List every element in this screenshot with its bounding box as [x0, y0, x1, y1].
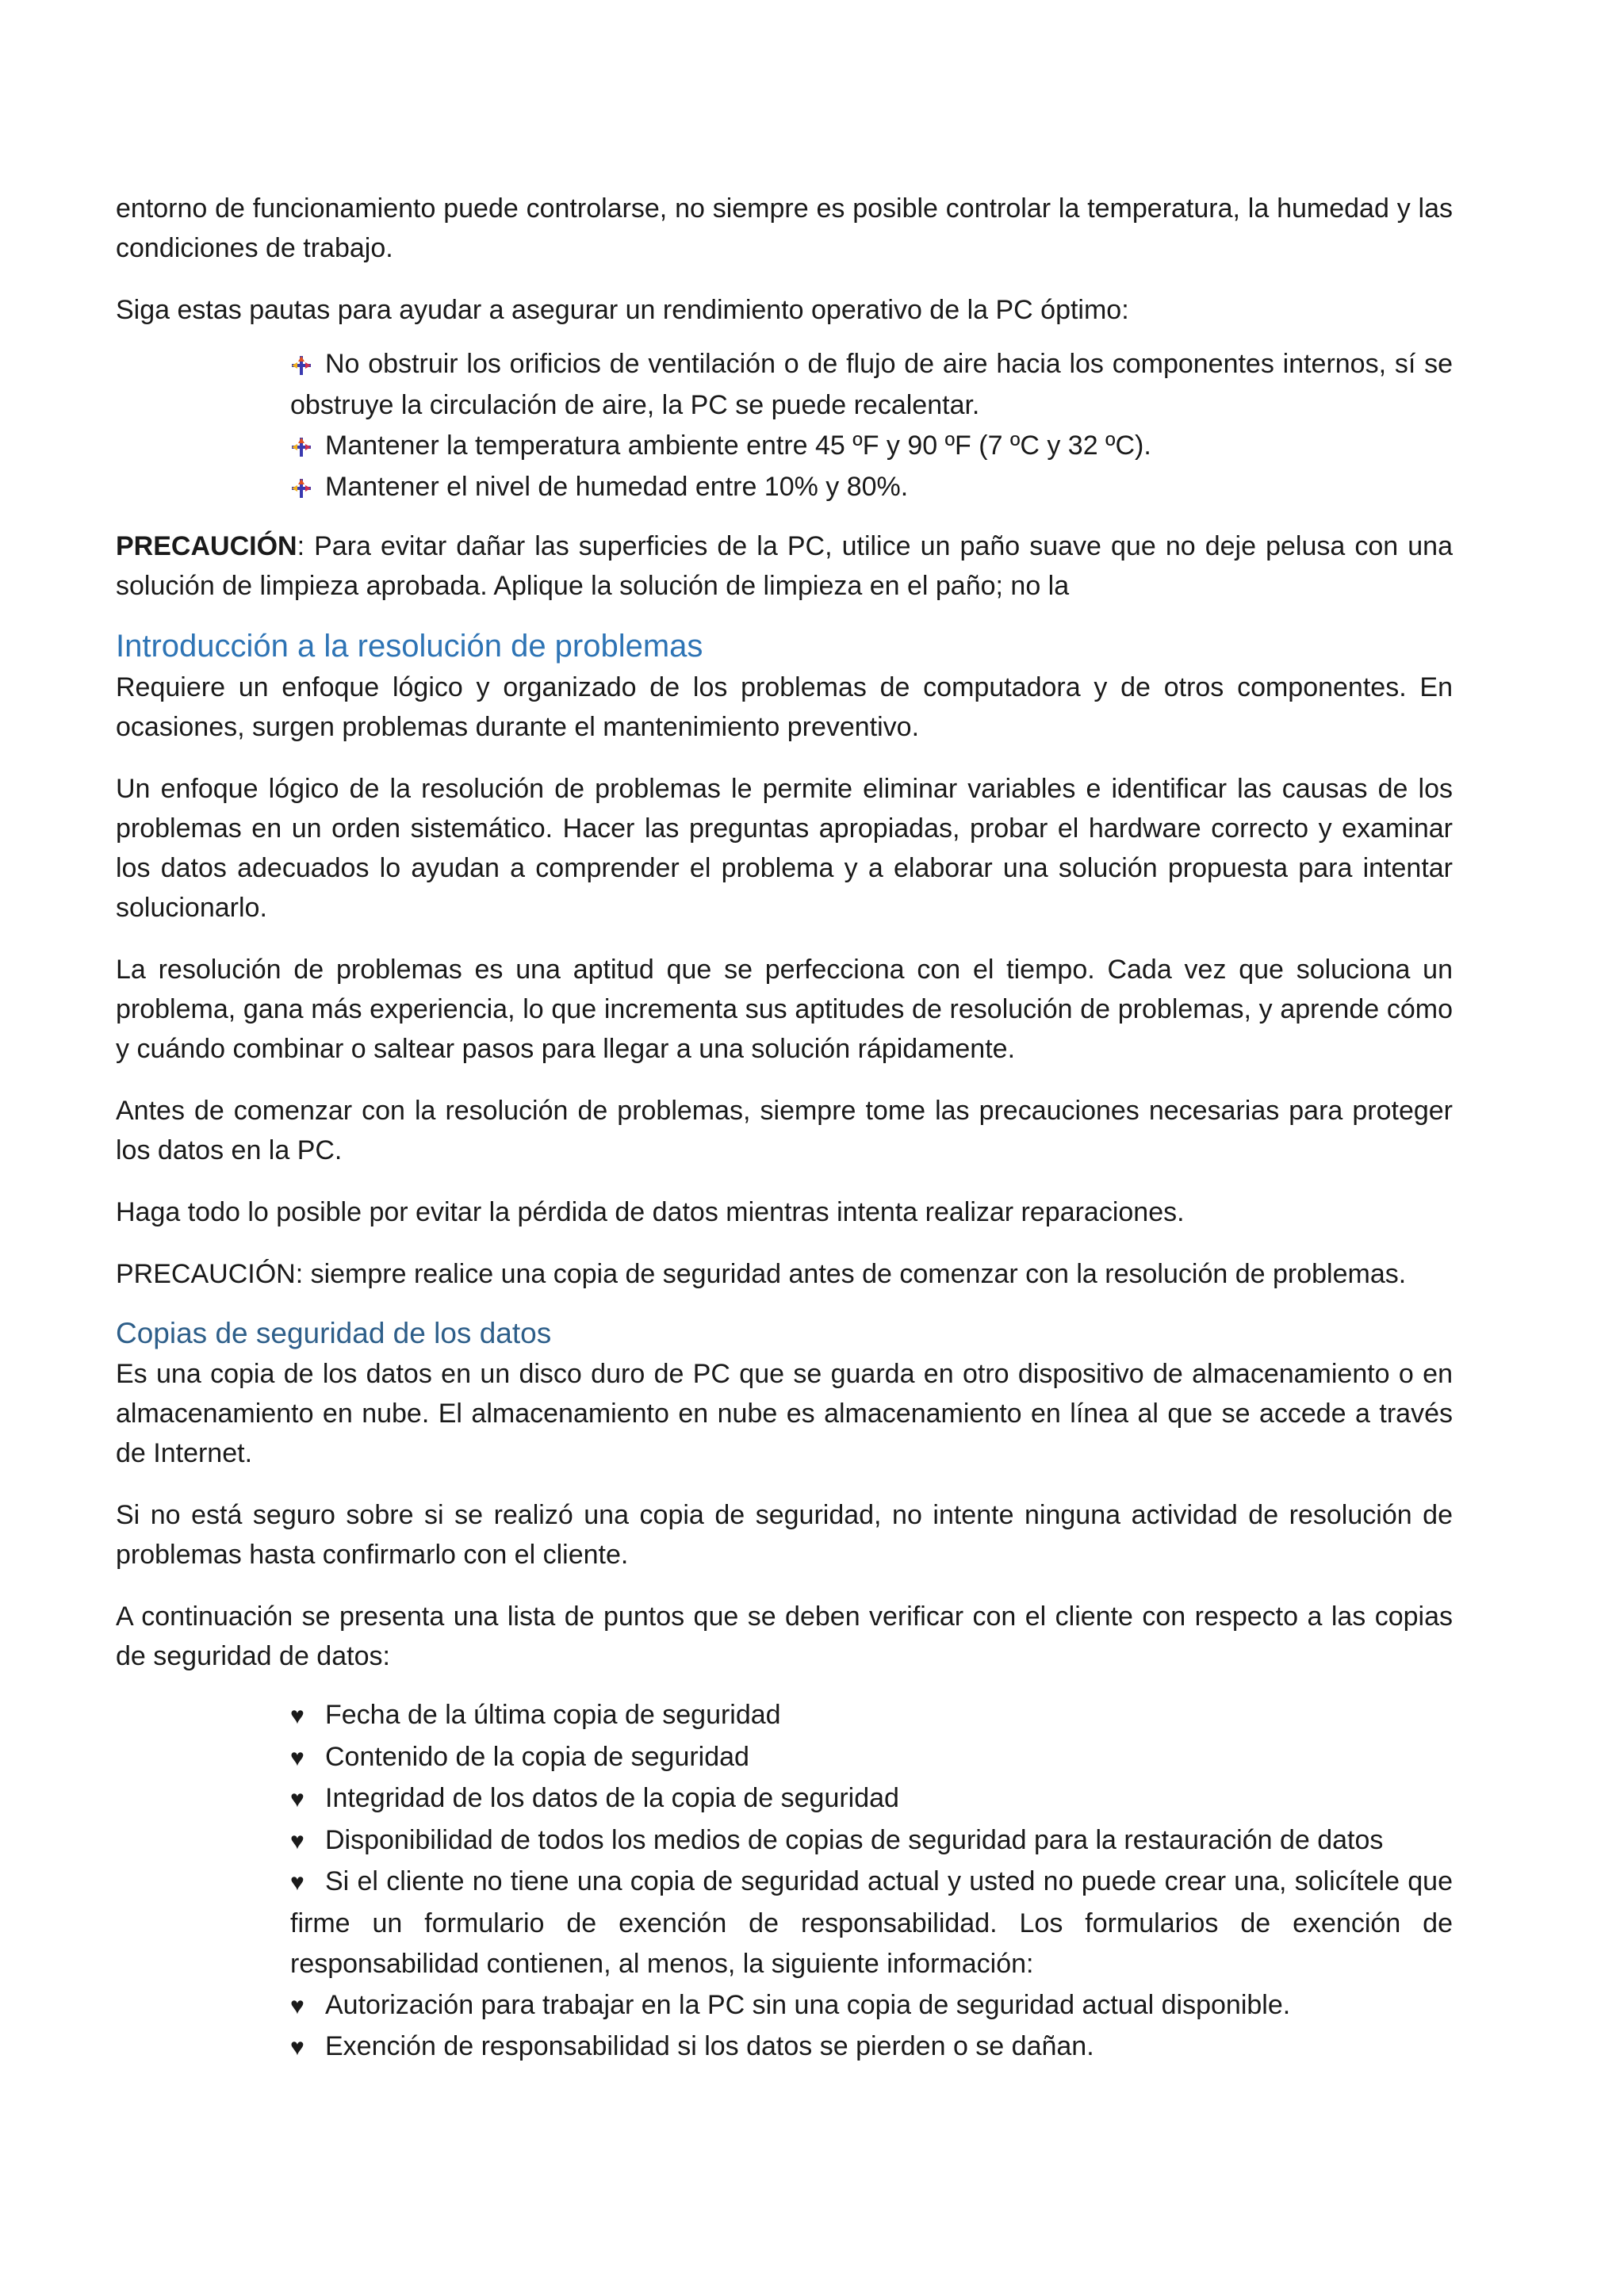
list-item — [290, 1985, 1453, 2027]
backups-paragraph-2: Si no está seguro sobre si se realizó una copia de seguridad, no intente ninguna actividad de resolución de problemas hasta confirmarlo con el cliente. — [116, 1500, 1453, 1570]
list-item — [290, 426, 1453, 467]
heart-icon: ♥ — [290, 1703, 304, 1729]
checklist-text: Exención de responsabilidad si los datos se pierden o se dañan. — [325, 2031, 1094, 2061]
checklist-text: Fecha de la última copia de seguridad — [325, 1700, 781, 1730]
intro-paragraph-2: Siga estas pautas para ayudar a asegurar un rendimiento operativo de la PC óptimo: — [116, 295, 1129, 325]
troubleshooting-paragraph-5: Haga todo lo posible por evitar la pérdida de datos mientras intenta realizar reparaciones. — [116, 1197, 1185, 1227]
checklist-text: Autorización para trabajar en la PC sin una copia de seguridad actual disponible. — [325, 1989, 1291, 2020]
list-item — [290, 2026, 1453, 2068]
backups-paragraph-1: Es una copia de los datos en un disco duro de PC que se guarda en otro dispositivo de almacenamiento o en almacenamiento en nube. El almacenamiento en nube es almacenamiento en línea al que se accede a través de Internet. — [116, 1359, 1453, 1468]
section-heading-backups: Copias de seguridad de los datos — [116, 1317, 552, 1349]
heart-icon: ♥ — [290, 1992, 304, 2019]
checklist-text: Si el cliente no tiene una copia de seguridad actual y usted no puede crear una, solicítele que firme un formulario de exención de responsabilidad. Los formularios de exención de responsabilidad contienen, al menos, la siguiente información: — [290, 1866, 1453, 1979]
backup-checklist — [290, 1695, 1453, 2068]
backups-paragraph-3: A continuación se presenta una lista de puntos que se deben verificar con el cliente con respecto a las copias de seguridad de datos: — [116, 1601, 1453, 1671]
caution-text: : Para evitar dañar las superficies de la PC, utilice un paño suave que no deje pelusa con una solución de limpieza aprobada. Aplique la solución de limpieza en el paño; no la — [116, 531, 1453, 601]
heart-icon: ♥ — [290, 1827, 304, 1854]
heart-icon: ♥ — [290, 2034, 304, 2061]
intro-paragraph-1: entorno de funcionamiento puede controlarse, no siempre es posible controlar la temperatura, la humedad y las condiciones de trabajo. — [116, 193, 1453, 263]
troubleshooting-paragraph-3: La resolución de problemas es una aptitud que se perfecciona con el tiempo. Cada vez que soluciona un problema, gana más experiencia, lo que incrementa sus aptitudes de resolución de problemas, y aprende cómo y cuándo combinar o saltear pasos para llegar a una solución rápidamente. — [116, 955, 1453, 1064]
section-heading-troubleshooting: Introducción a la resolución de problemas — [116, 629, 703, 664]
list-item — [290, 1695, 1453, 1737]
checklist-text: Integridad de los datos de la copia de seguridad — [325, 1783, 899, 1813]
arrow-cross-icon — [290, 354, 312, 377]
guideline-text: Mantener la temperatura ambiente entre 45 ºF y 90 ºF (7 ºC y 32 ºC). — [325, 430, 1151, 461]
caution-label: PRECAUCIÓN — [116, 531, 297, 561]
list-item — [290, 467, 1453, 508]
troubleshooting-paragraph-6: PRECAUCIÓN: siempre realice una copia de seguridad antes de comenzar con la resolución de problemas. — [116, 1259, 1407, 1289]
list-item — [290, 1820, 1453, 1862]
list-item — [290, 1778, 1453, 1820]
troubleshooting-paragraph-2: Un enfoque lógico de la resolución de problemas le permite eliminar variables e identificar las causas de los problemas en un orden sistemático. Hacer las preguntas apropiadas, probar el hardware correcto y examinar los datos adecuados lo ayudan a comprender el problema y a elaborar una solución propuesta para intentar solucionarlo. — [116, 774, 1453, 923]
arrow-cross-icon — [290, 477, 312, 499]
list-item — [290, 344, 1453, 426]
caution-paragraph — [116, 526, 1453, 606]
heart-icon: ♥ — [290, 1869, 304, 1896]
guideline-text: No obstruir los orificios de ventilación o de flujo de aire hacia los componentes internos, sí se obstruye la circulación de aire, la PC se puede recalentar. — [290, 349, 1453, 420]
list-item — [290, 1737, 1453, 1779]
list-item — [290, 1862, 1453, 1985]
arrow-cross-icon — [290, 436, 312, 458]
checklist-text: Disponibilidad de todos los medios de copias de seguridad para la restauración de datos — [325, 1824, 1384, 1855]
troubleshooting-paragraph-1: Requiere un enfoque lógico y organizado de los problemas de computadora y de otros componentes. En ocasiones, surgen problemas durante el mantenimiento preventivo. — [116, 672, 1453, 742]
troubleshooting-paragraph-4: Antes de comenzar con la resolución de problemas, siempre tome las precauciones necesarias para proteger los datos en la PC. — [116, 1096, 1453, 1165]
guideline-text: Mantener el nivel de humedad entre 10% y 80%. — [325, 471, 909, 502]
guidelines-list — [290, 344, 1453, 507]
heart-icon: ♥ — [290, 1744, 304, 1771]
document-page — [116, 189, 1453, 2091]
checklist-text: Contenido de la copia de seguridad — [325, 1741, 749, 1772]
heart-icon: ♥ — [290, 1786, 304, 1812]
